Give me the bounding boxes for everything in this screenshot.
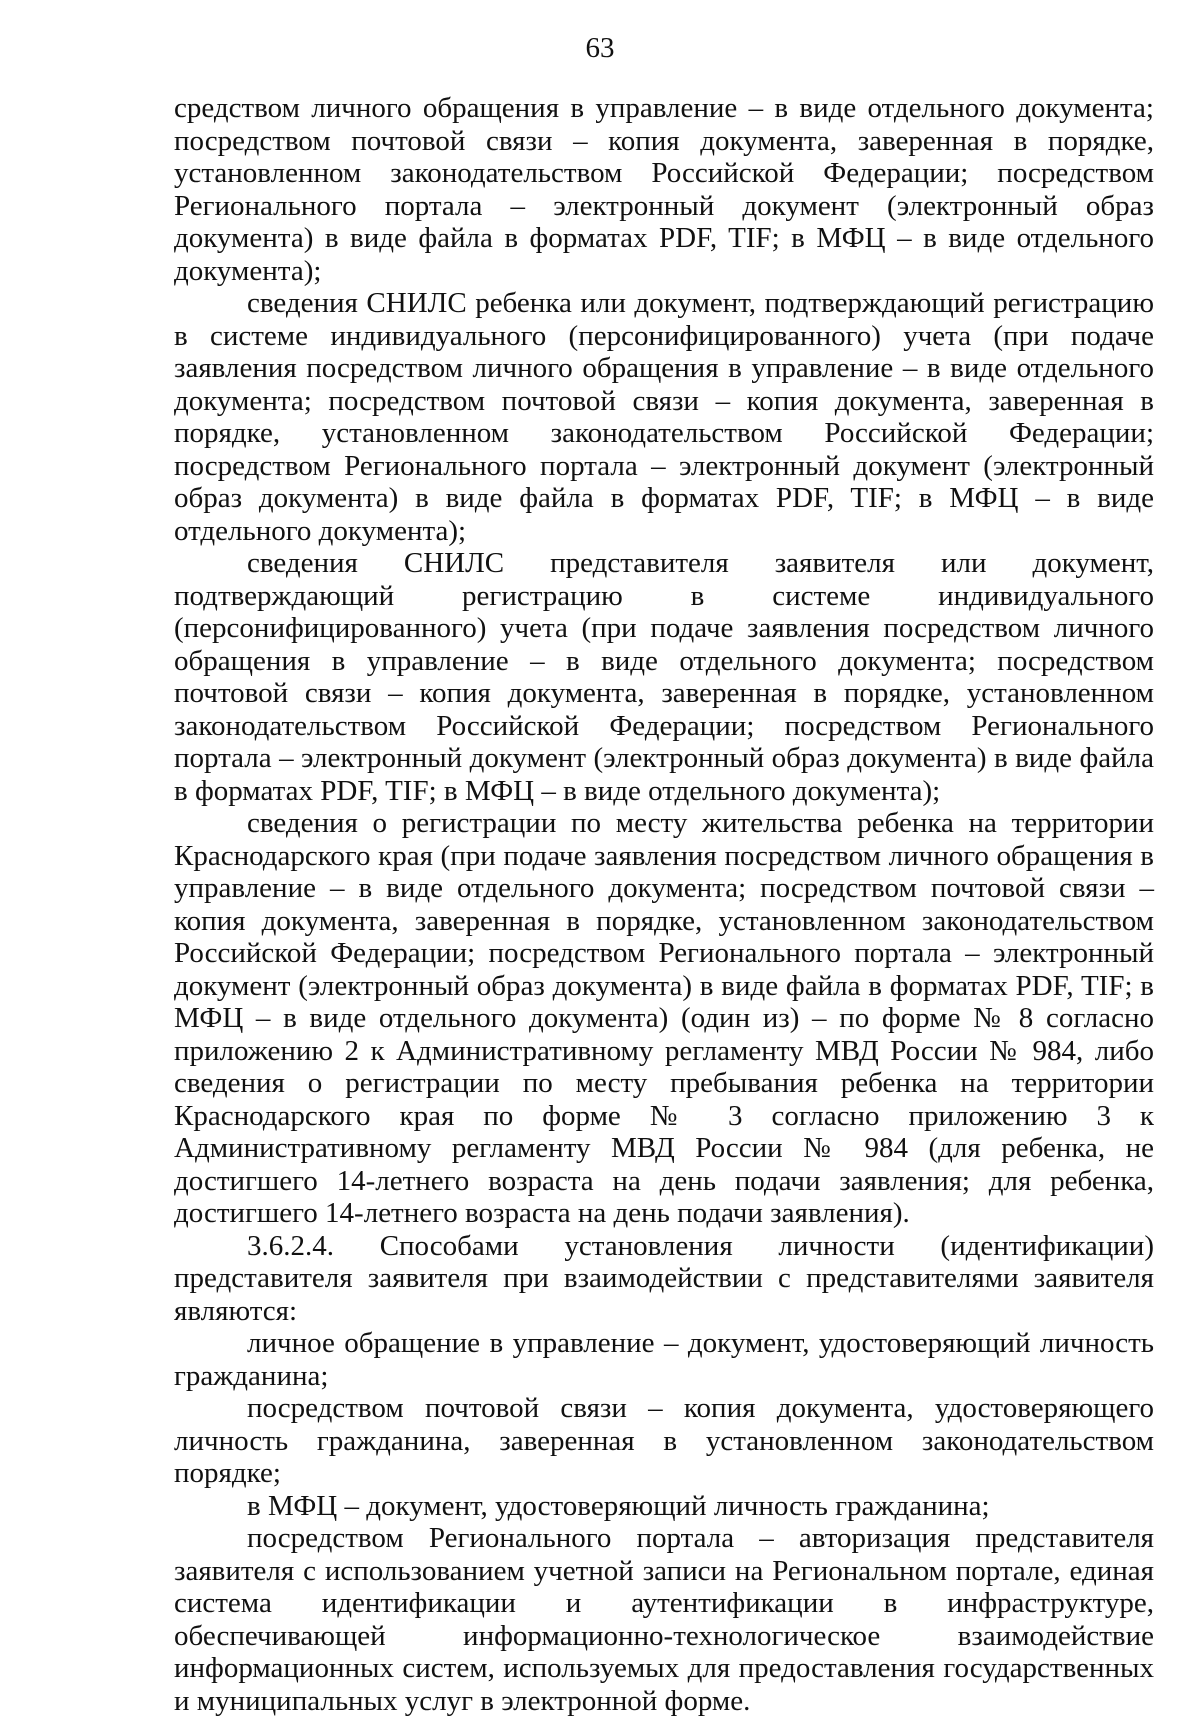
paragraph-section-3-6-2-4: 3.6.2.4. Способами установления личности (идентификации) представителя заявителя при взаимодействии с представителями заявителя являются: <box>174 1229 1154 1327</box>
paragraph-snils-representative: сведения СНИЛС представителя заявителя или документ, подтверждающий регистрацию в системе индивидуального (персонифицированного) учета (при подаче заявления посредством личного обращения в управление – в виде отдельного документа; посредством почтовой связи – копия документа, заверенная в порядке, установленном законодательством Российской Федерации; посредством Регионального портала – электронный документ (электронный образ документа) в виде файла в форматах PDF, TIF; в МФЦ – в виде отдельного документа); <box>174 547 1154 807</box>
page-number: 63 <box>585 32 615 64</box>
paragraph-regional-portal: посредством Регионального портала – авторизация представителя заявителя с использованием учетной записи на Региональном портале, единая система идентификации и аутентификации в инфраструктуре, обеспечивающей информационно-технологическое взаимодействие информационных систем, используемых для предоставления государственных и муниципальных услуг в электронной форме. <box>174 1522 1154 1717</box>
paragraph-mfc: в МФЦ – документ, удостоверяющий личность гражданина; <box>247 1489 990 1522</box>
paragraph-snils-child: сведения СНИЛС ребенка или документ, подтверждающий регистрацию в системе индивидуального (персонифицированного) учета (при подаче заявления посредством личного обращения в управление – в виде отдельного документа; посредством почтовой связи – копия документа, заверенная в порядке, установленном законодательством Российской Федерации; посредством Регионального портала – электронный документ (электронный образ документа) в виде файла в форматах PDF, TIF; в МФЦ – в виде отдельного документа); <box>174 287 1154 547</box>
paragraph-continuation: средством личного обращения в управление – в виде отдельного документа; посредством почтовой связи – копия документа, заверенная в порядке, установленном законодательством Российской Федерации; посредством Регионального портала – электронный документ (электронный образ документа) в виде файла в форматах PDF, TIF; в МФЦ – в виде отдельного документа); <box>174 92 1154 287</box>
paragraph-personal-visit: личное обращение в управление – документ, удостоверяющий личность гражданина; <box>174 1327 1154 1392</box>
paragraph-postal: посредством почтовой связи – копия документа, удостоверяющего личность гражданина, заверенная в установленном законодательством порядке; <box>174 1392 1154 1489</box>
paragraph-registration-info: сведения о регистрации по месту жительства ребенка на территории Краснодарского края (при подаче заявления посредством личного обращения в управление – в виде отдельного документа; посредством почтовой связи – копия документа, заверенная в порядке, установленном законодательством Российской Федерации; посредством Регионального портала – электронный документ (электронный образ документа) в виде файла в форматах PDF, TIF; в МФЦ – в виде отдельного документа) (один из) – по форме № 8 согласно приложению 2 к Административному регламенту МВД России № 984, либо сведения о регистрации по месту пребывания ребенка на территории Краснодарского края по форме № 3 согласно приложению 3 к Административному регламенту МВД России № 984 (для ребенка, не достигшего 14-летнего возраста на день подачи заявления; для ребенка, достигшего 14-летнего возраста на день подачи заявления). <box>174 807 1154 1229</box>
document-body <box>174 92 1154 1717</box>
